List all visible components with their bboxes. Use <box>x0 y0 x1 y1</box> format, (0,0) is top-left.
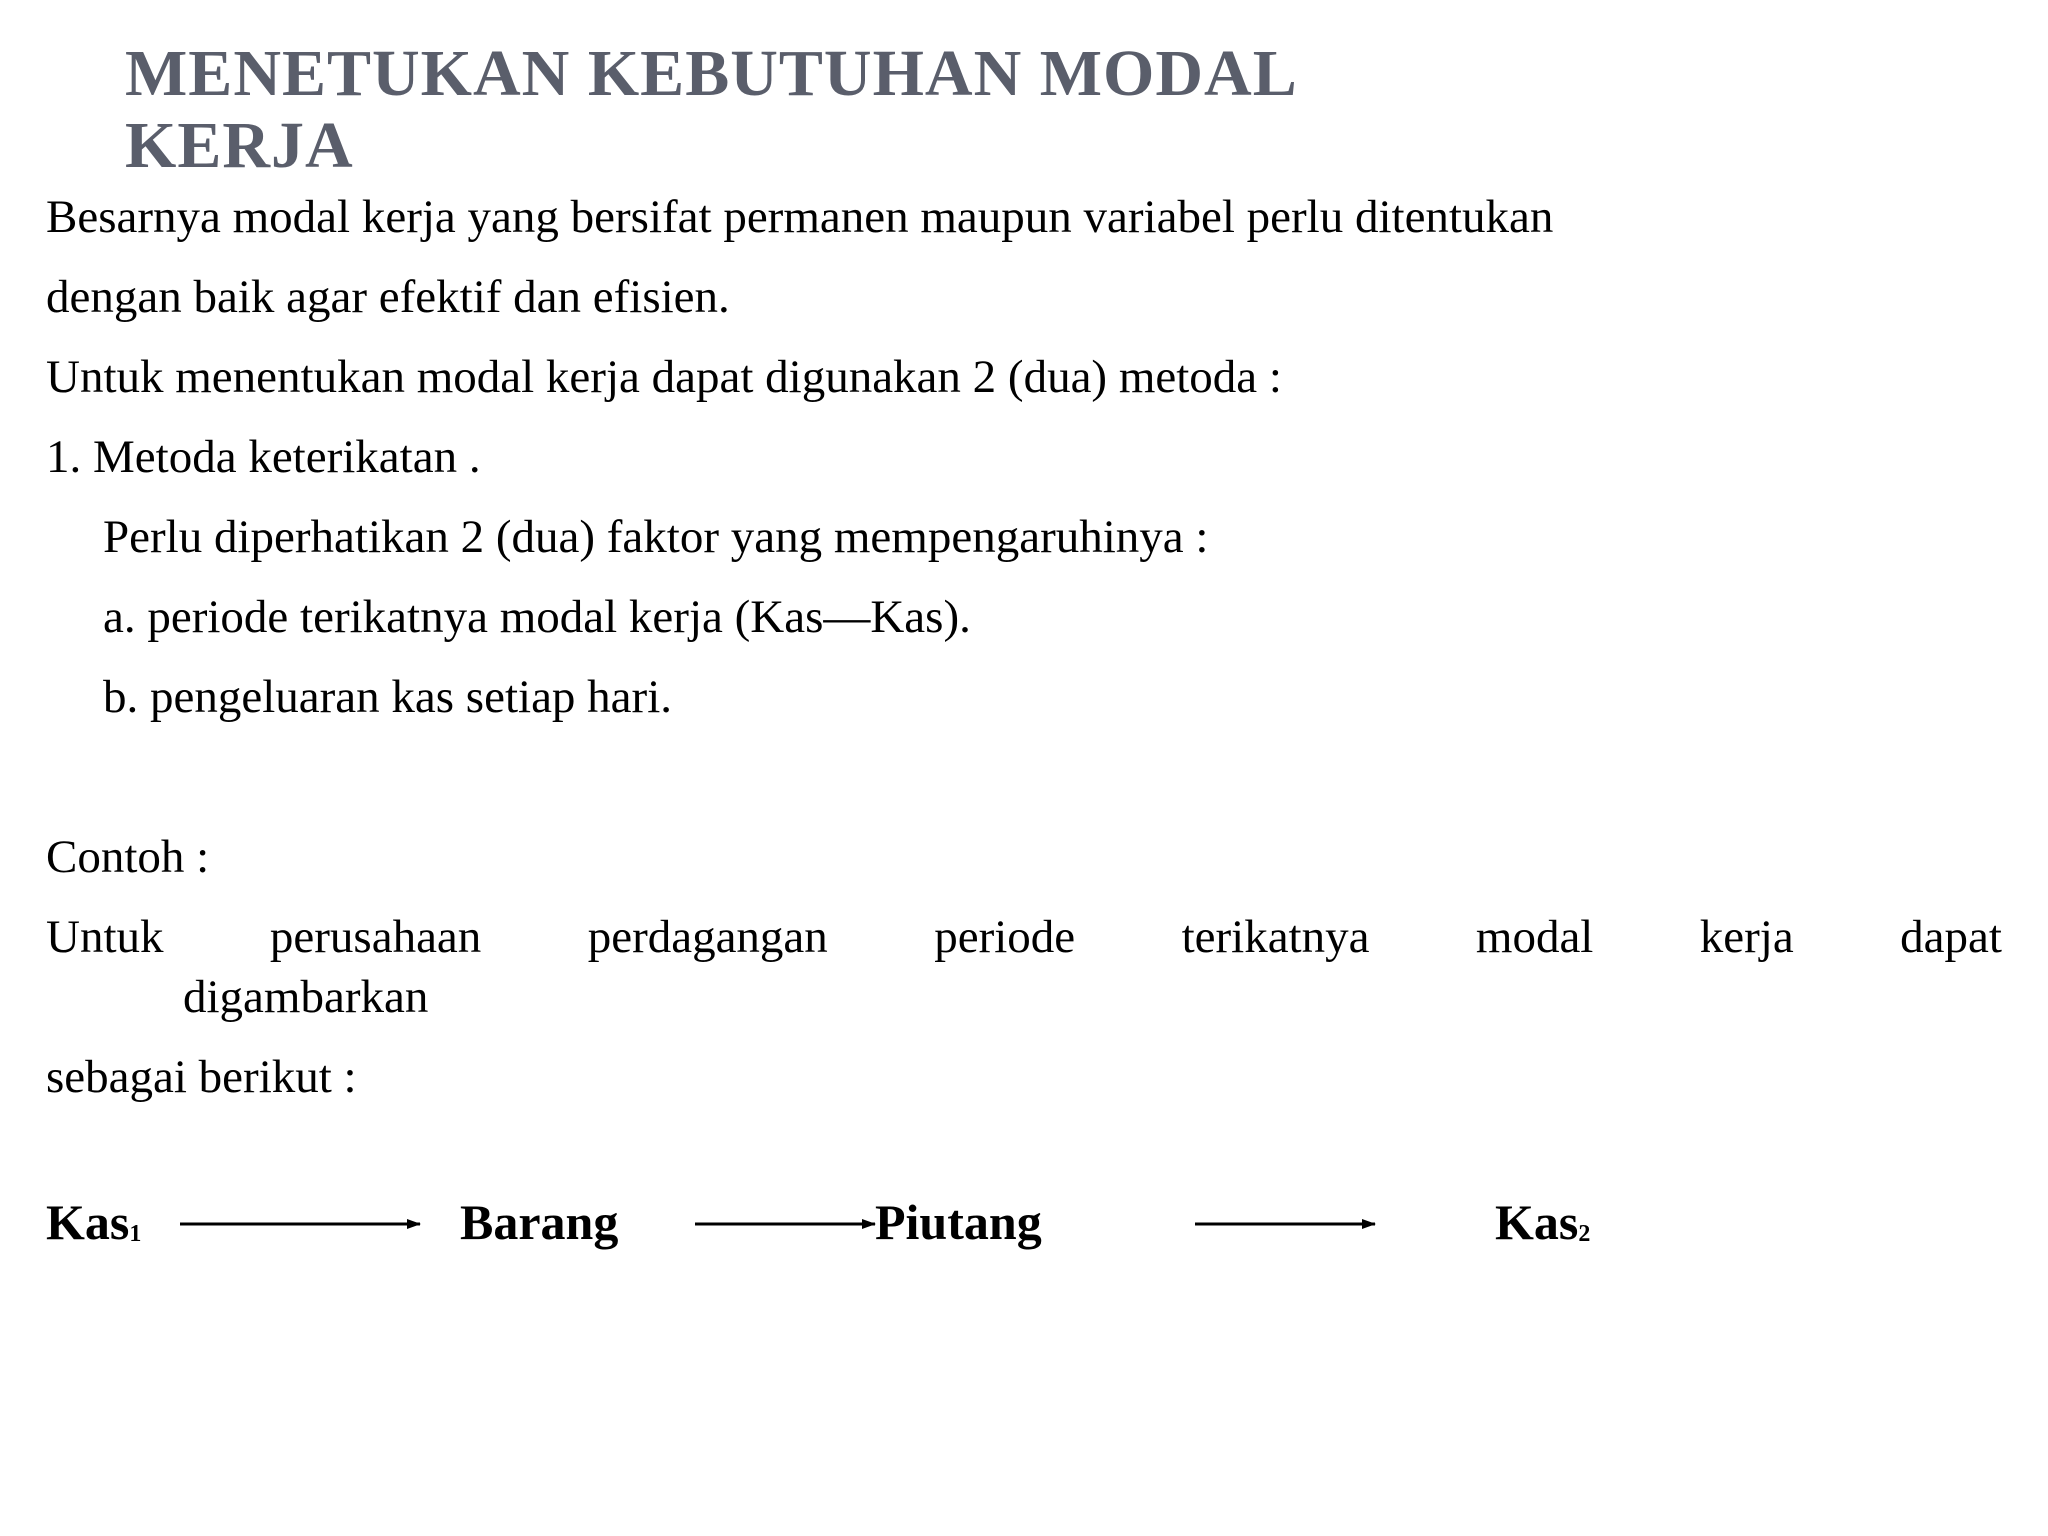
paragraph-1-line-1: Besarnya modal kerja yang bersifat permanen maupun variabel perlu ditentukan <box>46 191 1554 243</box>
example-word: dapat <box>1900 911 2002 963</box>
example-word: periode <box>934 911 1076 963</box>
flow-node-kas1-label: Kas <box>46 1194 130 1250</box>
flow-node-barang: Barang <box>460 1194 619 1250</box>
flow-node-kas2 <box>1495 1190 1590 1264</box>
method-1-factor-a: a. periode terikatnya modal kerja (Kas—Kas). <box>103 591 971 643</box>
method-1-heading: 1. Metoda keterikatan . <box>46 431 481 483</box>
example-line-2: digambarkan <box>183 971 429 1023</box>
example-line-3: sebagai berikut : <box>46 1051 357 1103</box>
example-word: Untuk <box>46 911 164 963</box>
flow-node-piutang: Piutang <box>875 1194 1042 1250</box>
paragraph-1-line-2: dengan baik agar efektif dan efisien. <box>46 271 730 323</box>
method-1-note: Perlu diperhatikan 2 (dua) faktor yang mempengaruhinya : <box>103 511 1209 563</box>
page-title <box>125 38 1625 182</box>
example-word: kerja <box>1699 911 1794 963</box>
example-word: terikatnya <box>1181 911 1370 963</box>
example-word: perusahaan <box>269 911 482 963</box>
paragraph-2: Untuk menentukan modal kerja dapat digunakan 2 (dua) metoda : <box>46 351 1282 403</box>
example-word: modal <box>1475 911 1594 963</box>
flow-node-kas2-label: Kas <box>1495 1194 1579 1250</box>
working-capital-flow-diagram <box>0 1190 2048 1260</box>
flow-node-kas1 <box>46 1190 141 1264</box>
flow-node-kas1-subscript: 1 <box>129 1221 142 1247</box>
method-1-factor-b: b. pengeluaran kas setiap hari. <box>103 671 673 723</box>
flow-node-kas2-subscript: 2 <box>1578 1221 1591 1247</box>
example-line-1 <box>46 908 2002 966</box>
example-label: Contoh : <box>46 831 210 883</box>
title-line-1: MENETUKAN KEBUTUHAN MODAL <box>125 37 1298 110</box>
title-line-2: KERJA <box>125 109 354 182</box>
example-word: perdagangan <box>587 911 828 963</box>
